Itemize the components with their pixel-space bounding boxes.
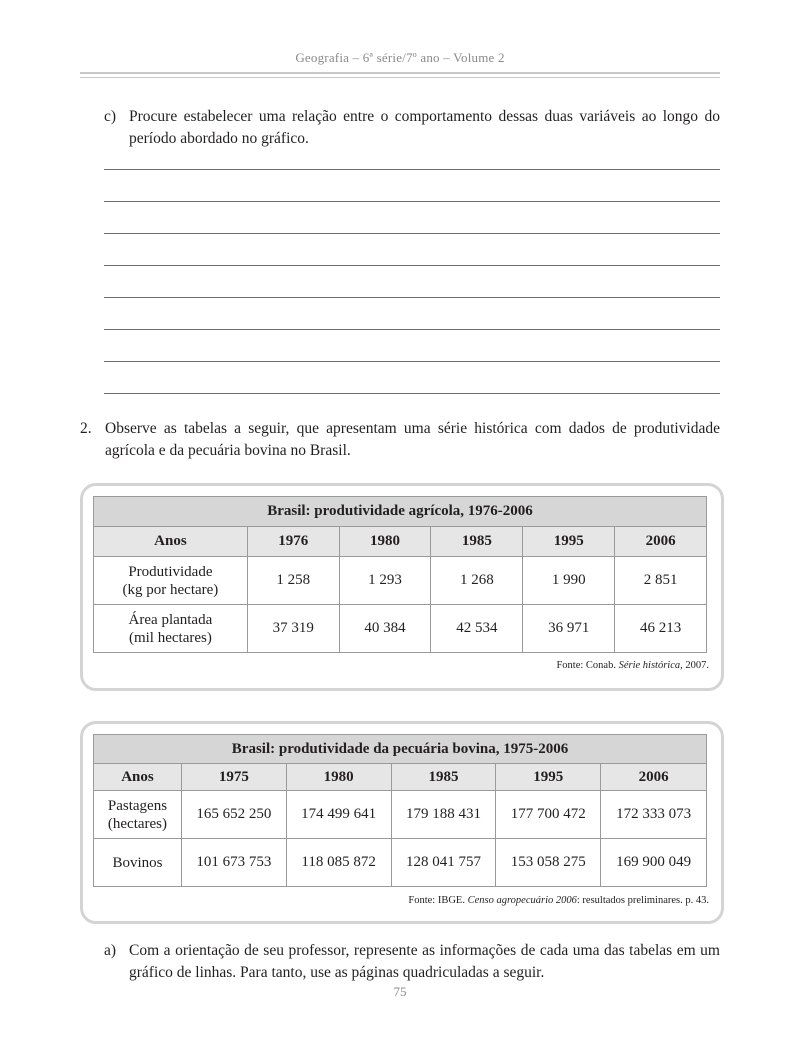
- question-2: [80, 418, 720, 462]
- table1-year: 1995: [523, 527, 615, 557]
- item-a: [104, 940, 720, 984]
- row-label: [94, 605, 248, 653]
- table-row: [94, 839, 707, 887]
- table2-year: 1980: [286, 764, 391, 791]
- row-label: Bovinos: [94, 839, 182, 887]
- source-text: , 2007.: [680, 660, 709, 671]
- row-label-line: Pastagens: [107, 797, 168, 814]
- row-label-line: (mil hectares): [128, 629, 212, 646]
- table2-source: [408, 895, 709, 906]
- answer-line[interactable]: [104, 265, 720, 266]
- source-text: Fonte: Conab.: [556, 660, 619, 671]
- source-title: Censo agropecuário 2006: [467, 895, 577, 906]
- running-header: Geografia – 6ª série/7º ano – Volume 2: [295, 50, 505, 65]
- table-cell: 1 268: [431, 557, 523, 605]
- table2: [93, 734, 707, 887]
- source-text: Fonte: IBGE.: [408, 895, 468, 906]
- item-a-text: Com a orientação de seu professor, represente as informações de cada uma das tabelas em um gráfico de linhas. Para tanto, use as páginas quadriculadas a seguir.: [129, 942, 720, 981]
- table-cell: 118 085 872: [286, 839, 391, 887]
- row-label-line: (hectares): [107, 815, 168, 832]
- table-cell: 153 058 275: [496, 839, 601, 887]
- table-cell: 37 319: [247, 605, 339, 653]
- item-c: [104, 106, 720, 150]
- row-label-line: Área plantada: [128, 611, 213, 628]
- row-label: [94, 791, 182, 839]
- item-c-label: c): [104, 108, 117, 125]
- table-cell: 46 213: [615, 605, 707, 653]
- answer-line[interactable]: [104, 393, 720, 394]
- table-cell: 36 971: [523, 605, 615, 653]
- table-cell: 128 041 757: [391, 839, 496, 887]
- table1-box: [80, 483, 724, 691]
- table1-title: Brasil: produtividade agrícola, 1976-2006: [94, 497, 707, 527]
- question-2-number: 2.: [80, 420, 92, 437]
- item-a-label: a): [104, 942, 117, 959]
- table-cell: 177 700 472: [496, 791, 601, 839]
- table-cell: 101 673 753: [181, 839, 286, 887]
- table2-year: 1985: [391, 764, 496, 791]
- table-cell: 1 293: [339, 557, 431, 605]
- row-label-line: Produtividade: [128, 563, 213, 580]
- table2-year: 1995: [496, 764, 601, 791]
- source-title: Série histórica: [618, 660, 681, 671]
- table-cell: 2 851: [615, 557, 707, 605]
- page-number: 75: [393, 984, 407, 999]
- table1: [93, 496, 707, 653]
- table-cell: 1 258: [247, 557, 339, 605]
- item-c-text: Procure estabelecer uma relação entre o comportamento dessas duas variáveis ao longo do período abordado no gráfico.: [129, 108, 720, 147]
- question-2-text: Observe as tabelas a seguir, que apresentam uma série histórica com dados de produtividade agrícola e da pecuária bovina no Brasil.: [105, 420, 720, 459]
- answer-line[interactable]: [104, 201, 720, 202]
- table-cell: 42 534: [431, 605, 523, 653]
- table2-year: 1975: [181, 764, 286, 791]
- table1-year: 2006: [615, 527, 707, 557]
- source-text: : resultados preliminares. p. 43.: [576, 895, 709, 906]
- answer-line[interactable]: [104, 169, 720, 170]
- table-cell: 174 499 641: [286, 791, 391, 839]
- row-label-line: (kg por hectare): [122, 581, 219, 598]
- table-cell: 40 384: [339, 605, 431, 653]
- answer-line[interactable]: [104, 361, 720, 362]
- table-cell: 1 990: [523, 557, 615, 605]
- header-rule: [80, 72, 720, 78]
- answer-line[interactable]: [104, 297, 720, 298]
- table2-box: [80, 721, 724, 924]
- answer-line[interactable]: [104, 233, 720, 234]
- table2-header-label: Anos: [94, 764, 182, 791]
- answer-line[interactable]: [104, 329, 720, 330]
- row-label: [94, 557, 248, 605]
- table1-year: 1976: [247, 527, 339, 557]
- table2-year: 2006: [601, 764, 707, 791]
- table1-source: [556, 660, 709, 671]
- table-row: [94, 605, 707, 653]
- table-row: [94, 791, 707, 839]
- table2-title: Brasil: produtividade da pecuária bovina, 1975-2006: [94, 735, 707, 764]
- table-cell: 169 900 049: [601, 839, 707, 887]
- table-cell: 172 333 073: [601, 791, 707, 839]
- table1-year: 1985: [431, 527, 523, 557]
- table-row: [94, 557, 707, 605]
- table-cell: 179 188 431: [391, 791, 496, 839]
- table1-header-label: Anos: [94, 527, 248, 557]
- table-cell: 165 652 250: [181, 791, 286, 839]
- table1-year: 1980: [339, 527, 431, 557]
